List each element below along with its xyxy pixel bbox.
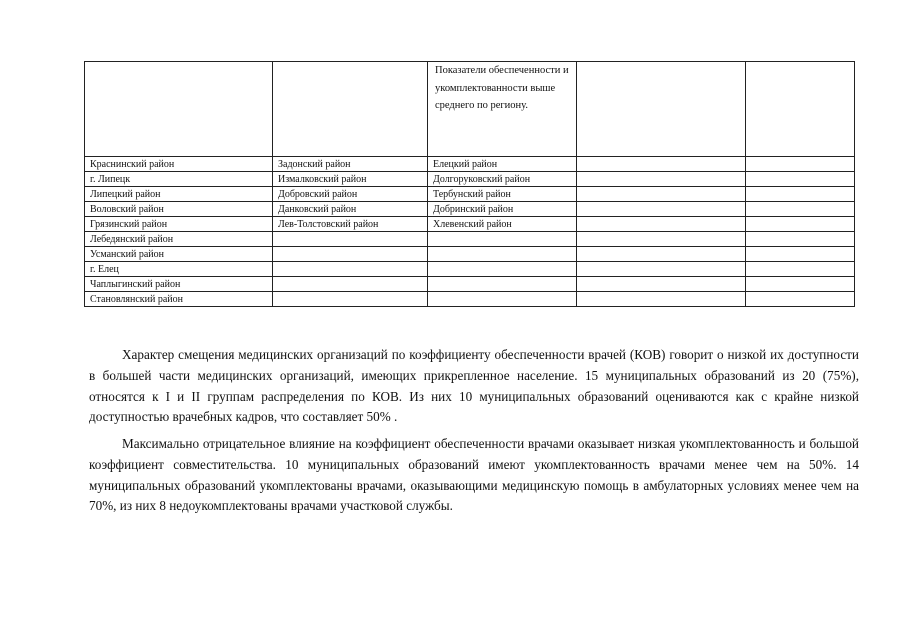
table-cell: Тербунский район (428, 187, 577, 202)
table-row (85, 202, 855, 217)
table-cell (746, 277, 855, 292)
table-cell (746, 172, 855, 187)
regions-table (84, 61, 855, 307)
table-cell (746, 247, 855, 262)
table-cell (746, 232, 855, 247)
table-header-row (85, 62, 855, 157)
table-row (85, 277, 855, 292)
table-cell (746, 292, 855, 307)
table-cell (577, 157, 746, 172)
table-cell (577, 202, 746, 217)
table-row (85, 172, 855, 187)
table-cell: Добринский район (428, 202, 577, 217)
table-cell: Грязинский район (85, 217, 273, 232)
table-cell (428, 292, 577, 307)
table-row (85, 232, 855, 247)
table-row (85, 217, 855, 232)
table-cell: Добровский район (273, 187, 428, 202)
table-cell (746, 202, 855, 217)
header-cell-above-average (428, 62, 577, 157)
table-cell (273, 262, 428, 277)
table-cell: Лев-Толстовский район (273, 217, 428, 232)
table-cell: Хлевенский район (428, 217, 577, 232)
table-cell (577, 262, 746, 277)
table-cell (577, 232, 746, 247)
table-cell: г. Елец (85, 262, 273, 277)
table-cell (428, 247, 577, 262)
table-cell: Липецкий район (85, 187, 273, 202)
table-row (85, 247, 855, 262)
table-row (85, 187, 855, 202)
table-row (85, 157, 855, 172)
table-cell: Измалковский район (273, 172, 428, 187)
header-cell (85, 62, 273, 157)
table-cell (577, 172, 746, 187)
table-cell (273, 292, 428, 307)
header-cell (273, 62, 428, 157)
table-cell: Становлянский район (85, 292, 273, 307)
table-row (85, 292, 855, 307)
paragraph-availability: Характер смещения медицинских организаций по коэффициенту обеспеченности врачей (КОВ) говорит о низкой их доступности в большей части медицинских организаций, имеющих прикрепленное население. 15 муниципальных образований из 20 (75%), относятся к I и II группам распределения по КОВ. Из них 10 муниципальных образований оцениваются как с крайне низкой доступностью врачебных кадров, что составляет 50% . (89, 347, 859, 425)
table-cell (746, 187, 855, 202)
table-cell (428, 262, 577, 277)
table-cell: Данковский район (273, 202, 428, 217)
table-cell: Задонский район (273, 157, 428, 172)
table-cell: Елецкий район (428, 157, 577, 172)
paragraph-staffing: Максимально отрицательное влияние на коэффициент обеспеченности врачами оказывает низкая укомплектованность и большой коэффициент совместительства. 10 муниципальных образований имеют укомплектованность врачами менее чем на 50%. 14 муниципальных образований укомплектованы врачами, оказывающими медицинскую помощь в амбулаторных условиях менее чем на 70%, из них 8 недоукомплектованы врачами участковой службы. (89, 436, 859, 514)
table-cell (273, 277, 428, 292)
table-cell (577, 247, 746, 262)
table-cell (577, 292, 746, 307)
table-cell: Лебедянский район (85, 232, 273, 247)
header-cell (577, 62, 746, 157)
header-cell (746, 62, 855, 157)
table-cell: г. Липецк (85, 172, 273, 187)
table-cell (428, 232, 577, 247)
header-cell-text: Показатели обеспеченности и укомплектованности выше среднего по региону. (435, 65, 569, 111)
table-cell: Краснинский район (85, 157, 273, 172)
table-cell (577, 187, 746, 202)
table-cell (273, 247, 428, 262)
table-cell (746, 217, 855, 232)
table-cell: Долгоруковский район (428, 172, 577, 187)
table-cell (273, 232, 428, 247)
table-cell: Чаплыгинский район (85, 277, 273, 292)
table-cell (577, 217, 746, 232)
table-cell: Воловский район (85, 202, 273, 217)
table-row (85, 262, 855, 277)
table-cell (577, 277, 746, 292)
table-cell (428, 277, 577, 292)
table-cell (746, 262, 855, 277)
table-cell (746, 157, 855, 172)
table-cell: Усманский район (85, 247, 273, 262)
